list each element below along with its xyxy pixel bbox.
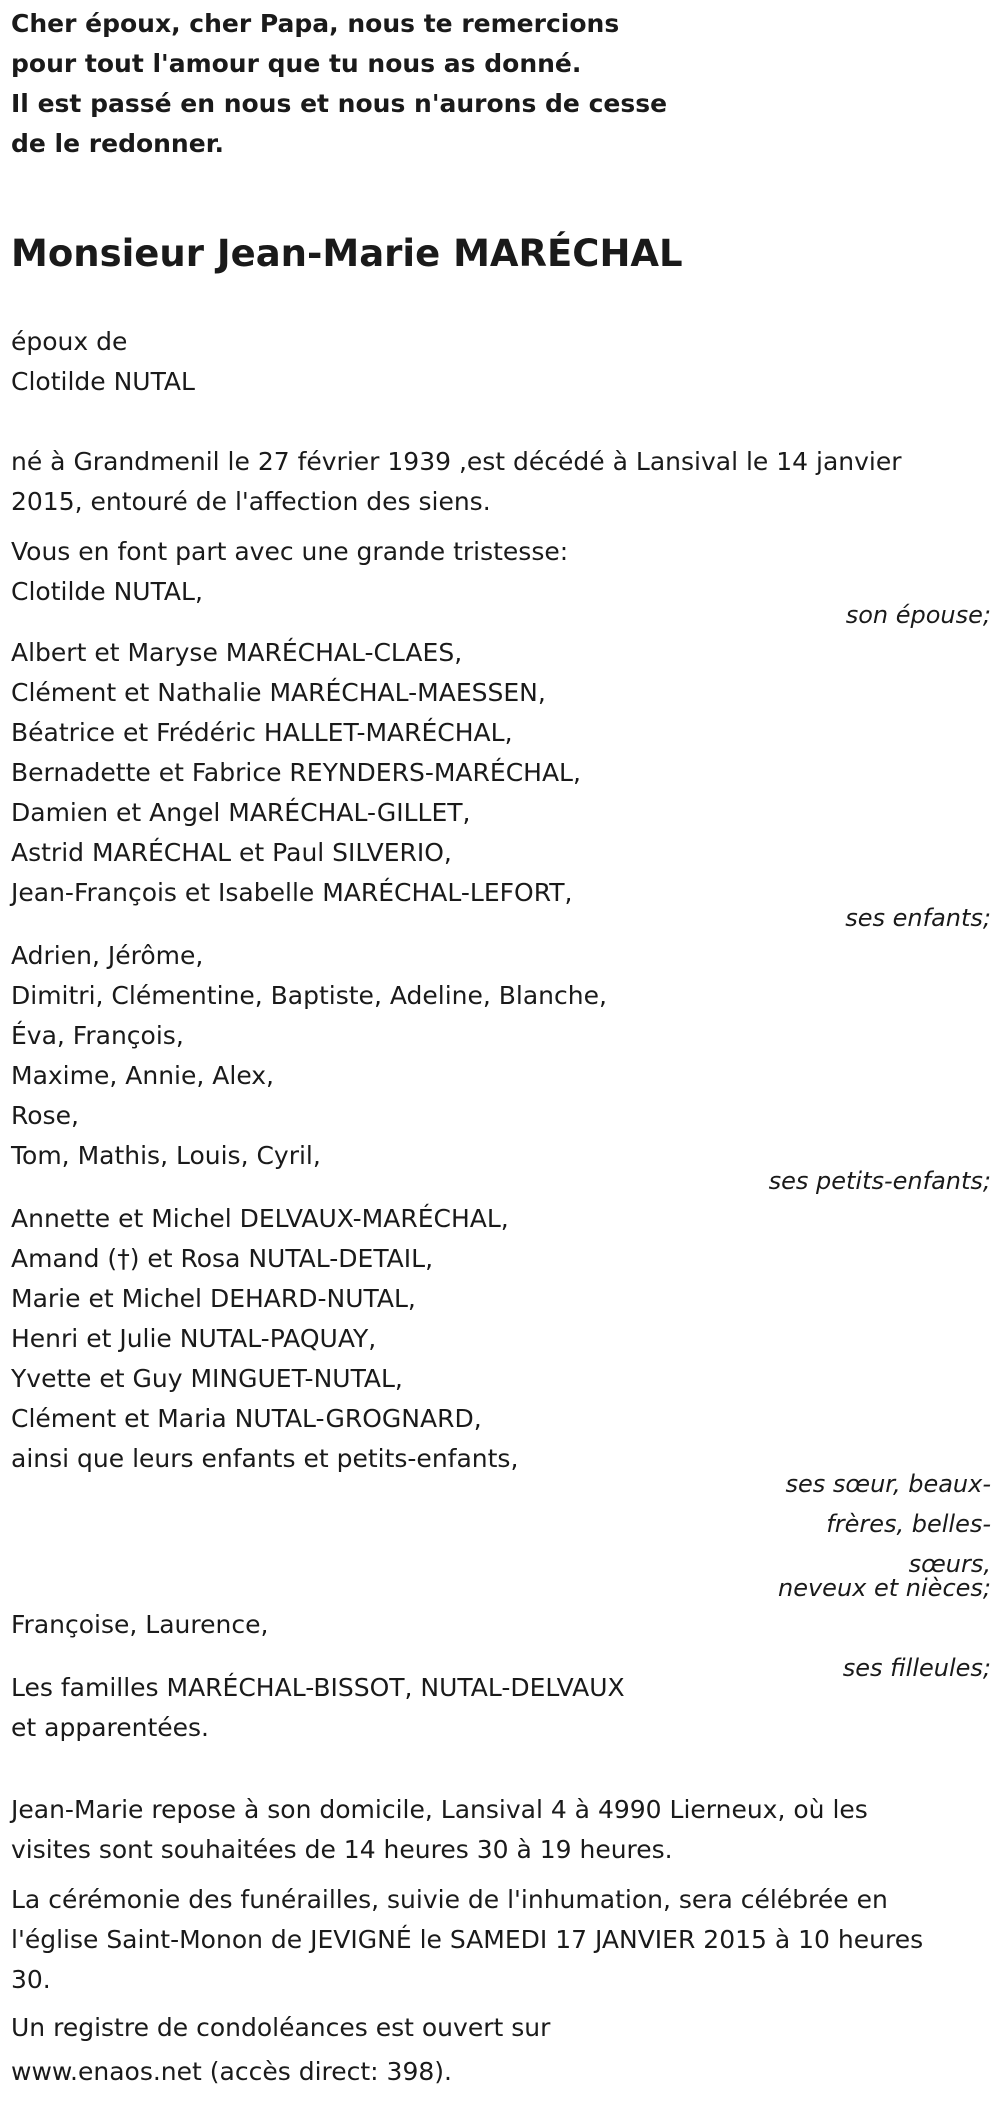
children-group — [11, 633, 581, 913]
relation-siblings-tail: neveux et nièces; — [778, 1574, 991, 1602]
relation-spouse: son épouse; — [845, 601, 991, 629]
family-name-line: Dimitri, Clémentine, Baptiste, Adeline, Blanche, — [11, 981, 607, 1010]
birth-death — [11, 442, 902, 522]
relation-goddaughters: ses filleules; — [842, 1654, 991, 1682]
family-name-line: Amand (†) et Rosa NUTAL-DETAIL, — [11, 1244, 434, 1273]
deceased-name: Monsieur Jean-Marie MARÉCHAL — [11, 232, 683, 275]
relation-siblings-text — [761, 1464, 991, 1584]
visitation — [11, 1790, 868, 1870]
family-name-line: Jean-François et Isabelle MARÉCHAL-LEFORT, — [11, 878, 573, 907]
register-line: Un registre de condoléances est ouvert sur — [11, 2013, 551, 2042]
family-name-line: Maxime, Annie, Alex, — [11, 1061, 275, 1090]
family-name-line: Yvette et Guy MINGUET-NUTAL, — [11, 1364, 403, 1393]
family-name-line: Damien et Angel MARÉCHAL-GILLET, — [11, 798, 471, 827]
family-name-line: Tom, Mathis, Louis, Cyril, — [11, 1141, 321, 1170]
relation-children: ses enfants; — [845, 904, 991, 932]
family-name-line: Clément et Nathalie MARÉCHAL-MAESSEN, — [11, 678, 546, 707]
relation-line: frères, belles- — [826, 1510, 991, 1538]
poem-line: Cher époux, cher Papa, nous te remercions — [11, 9, 620, 38]
poem-line: Il est passé en nous et nous n'aurons de cesse — [11, 89, 668, 118]
family-name-line: Éva, François, — [11, 1021, 184, 1050]
family-name-line: Béatrice et Frédéric HALLET-MARÉCHAL, — [11, 718, 513, 747]
family-name-line: Astrid MARÉCHAL et Paul SILVERIO, — [11, 838, 452, 867]
ceremony — [11, 1880, 923, 2000]
relation-line: ses sœur, beaux- — [785, 1470, 991, 1498]
family-name-line: Adrien, Jérôme, — [11, 941, 204, 970]
grandchildren-group — [11, 936, 607, 1176]
family-name-line: ainsi que leurs enfants et petits-enfants, — [11, 1444, 519, 1473]
register-link[interactable]: www.enaos.net (accès direct: 398). — [11, 2057, 452, 2086]
ceremony-line: La cérémonie des funérailles, suivie de l'inhumation, sera célébrée en — [11, 1885, 888, 1914]
family-name-line: Annette et Michel DELVAUX-MARÉCHAL, — [11, 1204, 509, 1233]
family-name-line: Marie et Michel DEHARD-NUTAL, — [11, 1284, 416, 1313]
poem-line: de le redonner. — [11, 129, 224, 158]
relation-grandchildren: ses petits-enfants; — [768, 1167, 991, 1195]
birth-death-line: 2015, entouré de l'affection des siens. — [11, 487, 491, 516]
birth-death-line: né à Grandmenil le 27 février 1939 ,est décédé à Lansival le 14 janvier — [11, 447, 902, 476]
family-name-line: Clotilde NUTAL, — [11, 577, 203, 606]
family-name-line: Albert et Maryse MARÉCHAL-CLAES, — [11, 638, 463, 667]
siblings-group — [11, 1199, 518, 1479]
goddaughters-group — [11, 1605, 268, 1645]
family-name-line: Françoise, Laurence, — [11, 1610, 269, 1639]
family-name-line: Rose, — [11, 1101, 79, 1130]
poem-line: pour tout l'amour que tu nous as donné. — [11, 49, 582, 78]
condolence-register — [11, 2008, 550, 2092]
spouse-block — [11, 322, 195, 402]
announcement-intro: Vous en font part avec une grande tristesse: — [11, 537, 569, 566]
poem — [11, 4, 667, 164]
family-name-line: et apparentées. — [11, 1713, 209, 1742]
family-name-line: Henri et Julie NUTAL-PAQUAY, — [11, 1324, 377, 1353]
family-name-line: Bernadette et Fabrice REYNDERS-MARÉCHAL, — [11, 758, 581, 787]
relation-line: sœurs, — [908, 1550, 991, 1578]
family-name-line: Clément et Maria NUTAL-GROGNARD, — [11, 1404, 482, 1433]
family-name-line: Les familles MARÉCHAL-BISSOT, NUTAL-DELVAUX — [11, 1673, 625, 1702]
visitation-line: visites sont souhaitées de 14 heures 30 à 19 heures. — [11, 1835, 673, 1864]
relation-siblings — [11, 1464, 991, 1584]
visitation-line: Jean-Marie repose à son domicile, Lansival 4 à 4990 Lierneux, où les — [11, 1795, 868, 1824]
spouse-name: Clotilde NUTAL — [11, 367, 195, 396]
ceremony-line: l'église Saint-Monon de JEVIGNÉ le SAMEDI 17 JANVIER 2015 à 10 heures — [11, 1925, 924, 1954]
ceremony-line: 30. — [11, 1965, 51, 1994]
families-group — [11, 1668, 625, 1748]
spouse-intro: époux de — [11, 327, 128, 356]
